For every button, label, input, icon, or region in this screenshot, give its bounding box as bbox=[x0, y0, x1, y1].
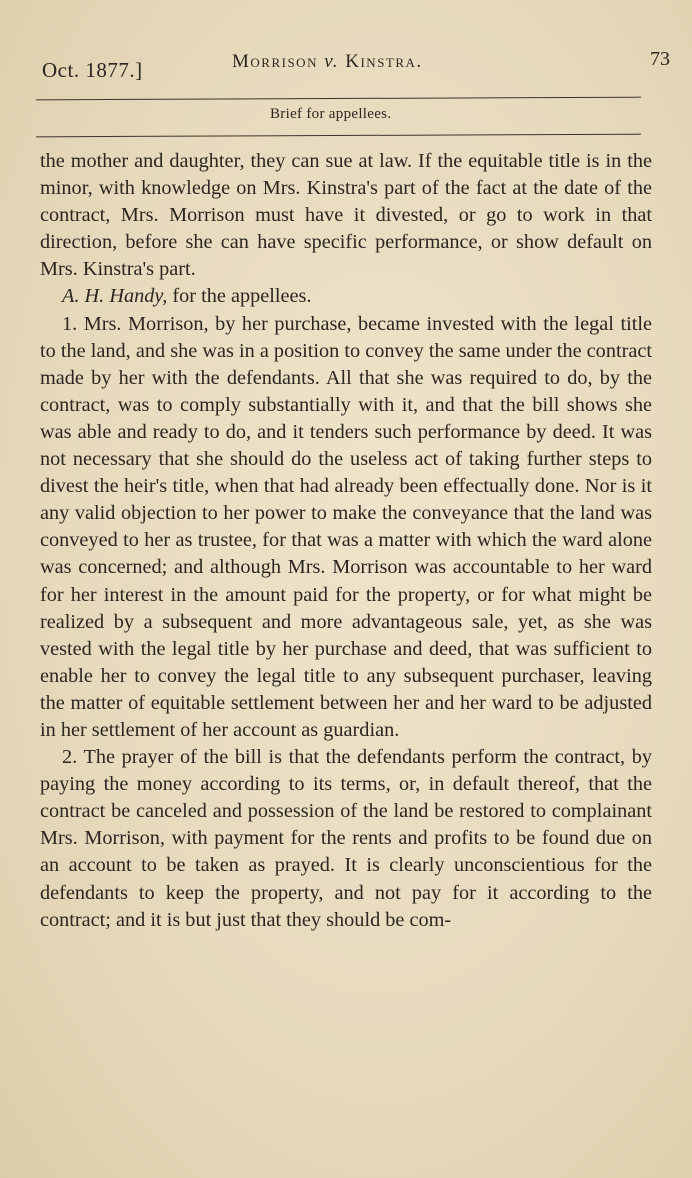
paragraph-point-1: 1. Mrs. Morrison, by her purchase, became invested with the legal title to the land, and she was in a position to convey the same under the contract made by her with the defendants. All that she was required to do, by the contract, was to comply substantially with it, and that the bill shows she was able and ready to do, and it tenders such performance by deed. It was not necessary that she should do the useless act of taking further steps to divest the heir's title, when that had already been effectually done. Nor is it any valid objection to her power to make the conveyance that the land was conveyed to her as trustee, for that was a matter with which the ward alone was concerned; and although Mrs. Morrison was accountable to her ward for her interest in the amount paid for the property, or for what might be realized by a subsequent and more advantageous sale, yet, as she was vested with the legal title by her purchase and deed, that was sufficient to enable her to convey the legal title to any subsequent purchaser, leaving the matter of equitable settlement between her and her ward to be adjusted in her settlement of her account as guardian. bbox=[40, 312, 652, 741]
paragraph-counsel bbox=[40, 283, 652, 310]
header-rule-top bbox=[36, 97, 641, 101]
counsel-name: A. H. Handy, bbox=[62, 285, 168, 308]
section-subheader: Brief for appellees. bbox=[270, 106, 392, 122]
header-rule-bottom bbox=[36, 134, 641, 138]
case-title-defendant: Kinstra. bbox=[345, 51, 423, 72]
case-title-versus: v. bbox=[324, 51, 339, 72]
case-title bbox=[232, 51, 423, 73]
running-header bbox=[42, 48, 670, 88]
page-number: 73 bbox=[650, 48, 670, 70]
header-date: Oct. 1877.] bbox=[42, 58, 143, 82]
counsel-role: for the appellees. bbox=[167, 285, 312, 308]
paragraph-continuation: the mother and daughter, they can sue at law. If the equitable title is in the minor, with knowledge on Mrs. Kinstra's part of the fact at the date of the contract, Mrs. Morrison must have it divested, or go to work in that direction, before she can have specific performance, or show default on Mrs. Kinstra's part. bbox=[40, 150, 652, 281]
case-title-plaintiff: Morrison bbox=[232, 51, 318, 72]
body-text bbox=[40, 148, 652, 934]
paragraph-point-2: 2. The prayer of the bill is that the defendants perform the contract, by paying the money according to its terms, or, in default thereof, that the contract be canceled and possession of the land be restored to complainant Mrs. Morrison, with payment for the rents and profits to be found due on an account to be taken as prayed. It is clearly unconscientious for the defendants to keep the property, and not pay for it according to the contract; and it is but just that they should be com- bbox=[40, 746, 652, 931]
